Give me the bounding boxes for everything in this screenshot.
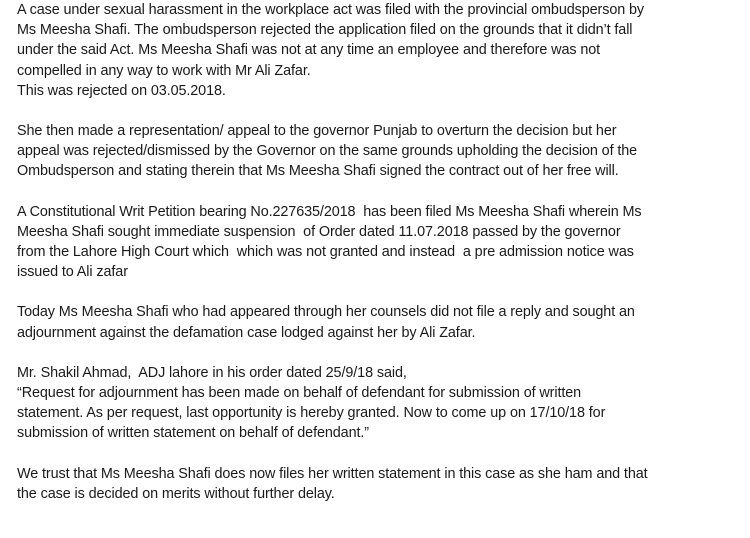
text-line: issued to Ali zafar [17,264,128,281]
text-line: the case is decided on merits without further delay. [17,485,335,502]
document-body [17,0,742,524]
text-line: from the Lahore High Court which which was not granted and instead a pre admission notice was [17,244,634,261]
paragraph-ombudsperson-case [17,0,742,101]
text-line: A Constitutional Writ Petition bearing No.227635/2018 has been filed Ms Meesha Shafi wherein Ms [17,203,642,220]
text-line: Ms Meesha Shafi. The ombudsperson rejected the application filed on the grounds that it didn’t fall [17,22,633,39]
text-line: adjournment against the defamation case lodged against her by Ali Zafar. [17,324,476,341]
text-line: compelled in any way to work with Mr Ali Zafar. [17,62,311,79]
text-line: Meesha Shafi sought immediate suspension of Order dated 11.07.2018 passed by the governor [17,223,621,240]
text-line: This was rejected on 03.05.2018. [17,82,226,99]
text-line: We trust that Ms Meesha Shafi does now files her written statement in this case as she ham and that [17,465,648,482]
text-line: She then made a representation/ appeal to the governor Punjab to overturn the decision but her [17,123,617,140]
text-line: “Request for adjournment has been made on behalf of defendant for submission of written [17,385,582,402]
text-line: Ombudsperson and stating therein that Ms Meesha Shafi signed the contract out of her free will. [17,163,619,180]
text-line: under the said Act. Ms Meesha Shafi was not at any time an employee and therefore was not [17,42,601,59]
text-line: statement. As per request, last opportunity is hereby granted. Now to come up on 17/10/18 for [17,405,606,422]
paragraph-court-order [17,363,742,444]
text-line: A case under sexual harassment in the workplace act was filed with the provincial ombudsperson by [17,2,645,18]
text-line: submission of written statement on behalf of defendant.” [17,425,369,442]
text-line: Today Ms Meesha Shafi who had appeared through her counsels did not file a reply and sought an [17,304,635,321]
text-line: appeal was rejected/dismissed by the Governor on the same grounds upholding the decision of the [17,143,638,160]
paragraph-adjournment [17,302,742,342]
text-line: Mr. Shakil Ahmad, ADJ lahore in his order dated 25/9/18 said, [17,364,407,381]
paragraph-governor-appeal [17,121,742,182]
paragraph-closing-statement [17,464,742,504]
paragraph-writ-petition [17,202,742,283]
